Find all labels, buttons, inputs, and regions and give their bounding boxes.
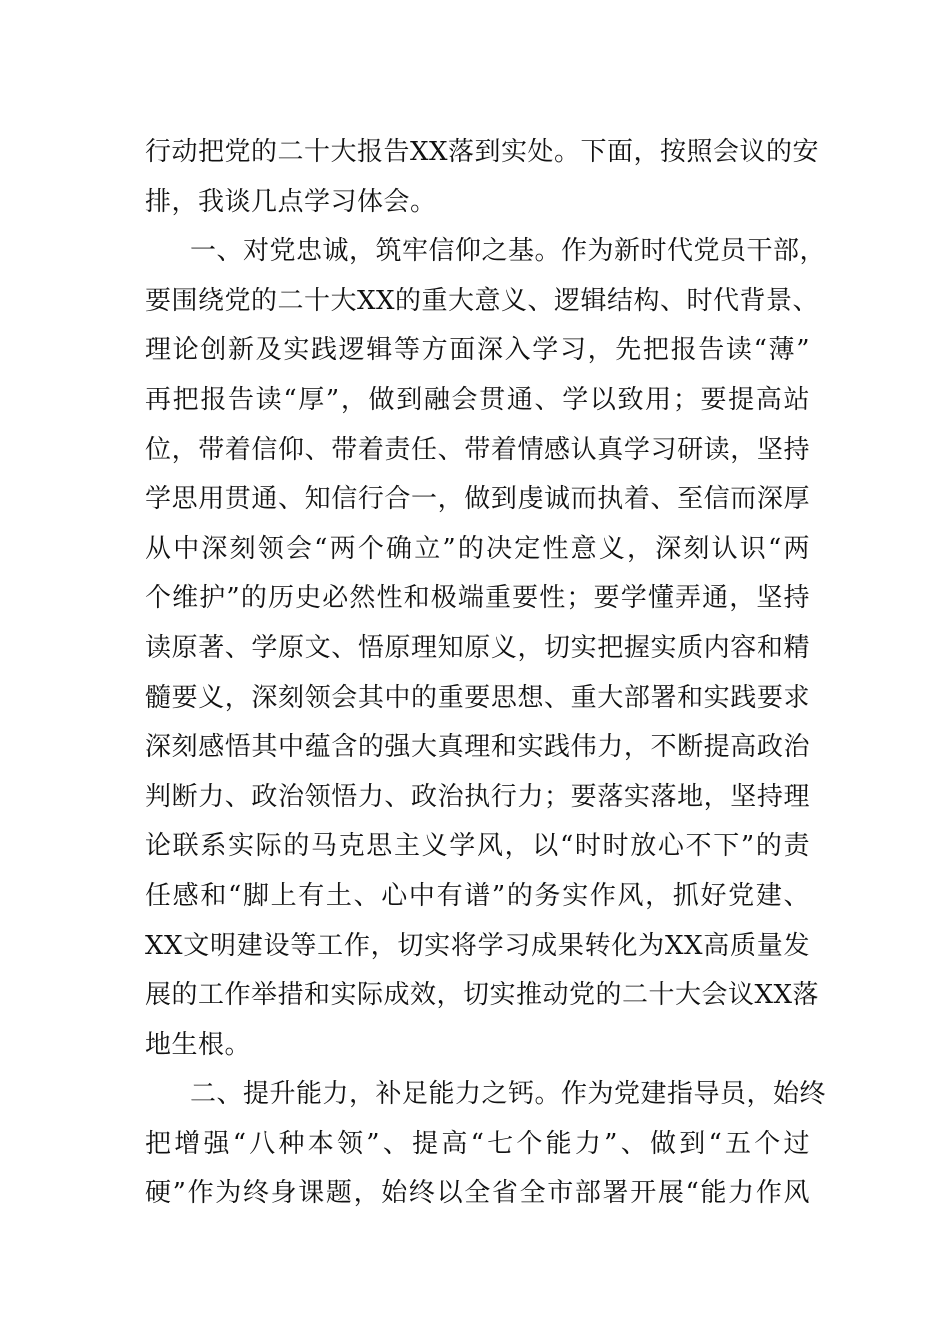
paragraph-line: 任感和“脚上有土、心中有谱”的务实作风，抓好党建、 (145, 880, 810, 911)
section-heading-line: 二、提升能力，补足能力之钙。作为党建指导员，始终 (190, 1079, 827, 1110)
paragraph-line: 地生根。 (145, 1029, 252, 1060)
section-heading-line: 一、对党忠诚，筑牢信仰之基。作为新时代党员干部， (190, 236, 827, 267)
paragraph-line: 论联系实际的马克思主义学风，以“时时放心不下”的责 (145, 831, 810, 862)
paragraph-line: 个维护”的历史必然性和极端重要性；要学懂弄通，坚持 (145, 583, 810, 614)
paragraph-line: 判断力、政治领悟力、政治执行力；要落实落地，坚持理 (145, 781, 810, 812)
paragraph-line: 硬”作为终身课题，始终以全省全市部署开展“能力作风 (145, 1178, 810, 1209)
paragraph-line: 学思用贯通、知信行合一，做到虔诚而执着、至信而深厚 (145, 484, 810, 515)
paragraph-line: 行动把党的二十大报告XX落到实处。下面，按照会议的安 (145, 137, 820, 167)
paragraph-line: 位，带着信仰、带着责任、带着情感认真学习研读，坚持 (145, 434, 810, 465)
paragraph-line: 排，我谈几点学习体会。 (145, 186, 437, 217)
paragraph-line: 把增强“八种本领”、提高“七个能力”、做到“五个过 (145, 1128, 810, 1159)
paragraph-line: 展的工作举措和实际成效，切实推动党的二十大会议XX落 (145, 980, 820, 1011)
document-body (145, 128, 827, 1219)
paragraph-line: 髓要义，深刻领会其中的重要思想、重大部署和实践要求 (145, 682, 810, 713)
paragraph-line: 再把报告读“厚”，做到融会贯通、学以致用；要提高站 (145, 384, 810, 415)
paragraph-line: XX文明建设等工作，切实将学习成果转化为XX高质量发 (145, 930, 810, 961)
paragraph-line: 深刻感悟其中蕴含的强大真理和实践伟力，不断提高政治 (145, 732, 810, 763)
paragraph-line: 读原著、学原文、悟原理知原义，切实把握实质内容和精 (145, 632, 810, 663)
paragraph-line: 理论创新及实践逻辑等方面深入学习，先把报告读“薄” (145, 335, 810, 366)
paragraph-line: 从中深刻领会“两个确立”的决定性意义，深刻认识“两 (145, 533, 810, 564)
paragraph-line: 要围绕党的二十大XX的重大意义、逻辑结构、时代背景、 (145, 285, 820, 316)
